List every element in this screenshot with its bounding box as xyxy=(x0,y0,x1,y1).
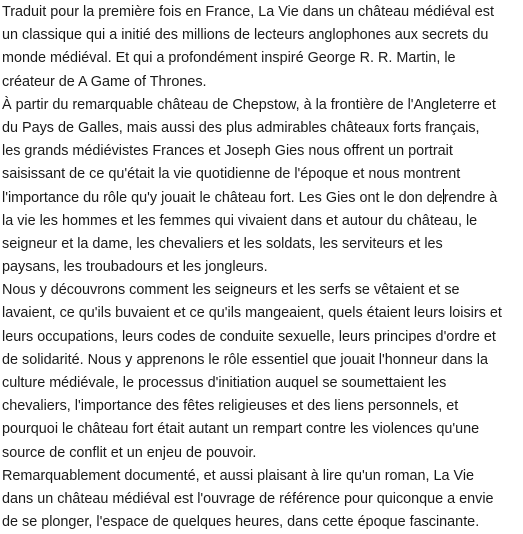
text-line: monde médiéval. Et qui a profondément inspiré George R. R. Martin, le xyxy=(2,50,456,67)
text-before-caret: l'importance du rôle qu'y jouait le château fort. Les Gies ont le don de xyxy=(2,189,443,206)
text-line: chevaliers, l'importance des fêtes religieuses et des liens personnels, et xyxy=(2,398,459,415)
text-line-with-caret[interactable] xyxy=(2,187,519,210)
text-line: culture médiévale, le processus d'initiation auquel se soumettaient les xyxy=(2,375,447,391)
text-line: du Pays de Galles, mais aussi des plus admirables châteaux forts français, xyxy=(2,119,480,136)
text-line: Remarquablement documenté, et aussi plaisant à lire qu'un roman, La Vie xyxy=(2,467,475,484)
text-line: de solidarité. Nous y apprenons le rôle essentiel que jouait l'honneur dans la xyxy=(2,351,488,368)
text-line: À partir du remarquable château de Chepstow, à la frontière de l'Angleterre et xyxy=(2,96,496,113)
text-line: créateur de A Game of Thrones. xyxy=(2,73,207,90)
text-line: pourquoi le château fort était autant un rempart contre les violences qu'une xyxy=(2,421,480,438)
text-after-caret: rendre à xyxy=(443,189,498,206)
text-line: leurs occupations, leurs codes de conduite sexuelle, leurs principes d'ordre et xyxy=(2,328,496,345)
text-line: Nous y découvrons comment les seigneurs et les serfs se vêtaient et se xyxy=(2,282,460,299)
text-line: lavaient, ce qu'ils buvaient et ce qu'ils mangeaient, quels étaient leurs loisirs et xyxy=(2,305,502,322)
paragraph-1 xyxy=(2,1,519,94)
paragraph-4 xyxy=(2,465,519,534)
paragraph-3 xyxy=(2,279,519,465)
paragraph-2 xyxy=(2,94,519,280)
text-line: de se plonger, l'espace de quelques heures, dans cette époque fascinante. xyxy=(2,514,480,531)
text-line: la vie les hommes et les femmes qui vivaient dans et autour du château, le xyxy=(2,212,478,229)
text-line: les grands médiévistes Frances et Joseph Gies nous offrent un portrait xyxy=(2,143,453,160)
text-line: Traduit pour la première fois en France, La Vie dans un château médiéval est xyxy=(2,4,494,20)
text-line: seigneur et la dame, les chevaliers et les soldats, les serviteurs et les xyxy=(2,235,443,252)
text-line: paysans, les troubadours et les jongleurs. xyxy=(2,259,268,276)
text-line: source de conflit et un enjeu de pouvoir. xyxy=(2,444,257,461)
text-line: saisissant de ce qu'était la vie quotidienne de l'époque et nous montrent xyxy=(2,166,461,183)
text-line: un classique qui a initié des millions de lecteurs anglophones aux secrets du xyxy=(2,27,489,44)
text-line: dans un château médiéval est l'ouvrage de référence pour quiconque a envie xyxy=(2,490,494,507)
